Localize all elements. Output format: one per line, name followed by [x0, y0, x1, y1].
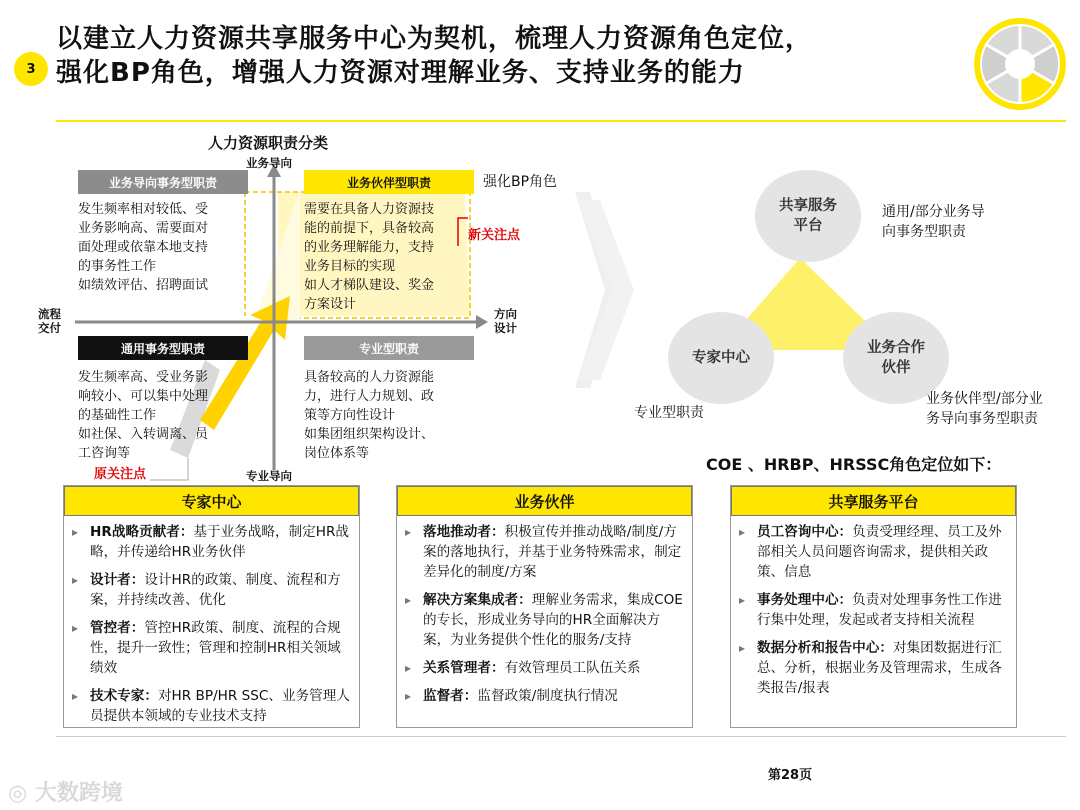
- list-item: ▸ 技术专家：对HR BP/HR SSC、业务管理人员提供本领域的专业技术支持: [72, 686, 353, 726]
- list-item: ▸ 落地推动者：积极宣传并推动战略/制度/方案的落地执行，并基于业务特殊需求，制定差异化的制度/方案: [405, 522, 686, 582]
- list-item: ▸ 监督者：监督政策/制度执行情况: [405, 686, 686, 706]
- matrix-heading: 人力资源职责分类: [208, 134, 329, 152]
- section-number-badge: 3: [14, 52, 48, 86]
- box-title: 共享服务平台: [731, 486, 1016, 516]
- list-item: ▸ 管控者：管控HR政策、制度、流程的合规性，提升一致性；管理和控制HR相关领域绩效: [72, 618, 353, 678]
- shared-service-circle: 共享服务 平台: [755, 170, 861, 262]
- page-number: 第28页: [768, 768, 813, 783]
- list-item: ▸ 关系管理者：有效管理员工队伍关系: [405, 658, 686, 678]
- quadrant-label-business-oriented: 业务导向事务型职责: [78, 170, 248, 194]
- business-partner-description: 业务伙伴型/部分业 务导向事务型职责: [926, 391, 1043, 427]
- list-item: ▸ 数据分析和报告中心：对集团数据进行汇总、分析，根据业务及管理需求，生成各类报告/报表: [739, 638, 1010, 698]
- shared-service-description: 通用/部分业务导 向事务型职责: [882, 204, 985, 240]
- quadrant-label-professional: 专业型职责: [304, 336, 474, 360]
- role-summary-heading: COE 、HRBP、HRSSC角色定位如下：: [706, 455, 1002, 474]
- quadrant-label-general-transactional: 通用事务型职责: [78, 336, 248, 360]
- expert-center-circle: 专家中心: [668, 312, 774, 404]
- business-partner-circle: 业务合作 伙伴: [843, 312, 949, 404]
- axis-top-label: 业务导向: [246, 156, 292, 170]
- business-partner-box: [396, 485, 693, 728]
- list-item: ▸ HR战略贡献者：基于业务战略，制定HR战略，并传递给HR业务伙伴: [72, 522, 353, 562]
- axis-right-label: 方向 设计: [494, 307, 517, 335]
- watermark-icon: ◎: [8, 781, 28, 806]
- strengthen-bp-label: 强化BP角色: [483, 174, 558, 190]
- list-item: ▸ 解决方案集成者：理解业务需求，集成COE的专长，形成业务导向的HR全面解决方案，为业务提供个性化的服务/支持: [405, 590, 686, 650]
- list-item: ▸ 设计者：设计HR的政策、制度、流程和方案，并持续改善、优化: [72, 570, 353, 610]
- list-item: ▸ 事务处理中心：负责对处理事务性工作进行集中处理，发起或者支持相关流程: [739, 590, 1010, 630]
- shared-service-box: [730, 485, 1017, 728]
- expert-center-box: [63, 485, 360, 728]
- title-line-2: 强化BP角色，增强人力资源对理解业务、支持业务的能力: [56, 58, 745, 88]
- expert-center-description: 专业型职责: [634, 405, 704, 421]
- quadrant-text-business-partner: 需要在具备人力资源技 能的前提下，具备较高 的业务理解能力，支持 业务目标的实现 如人才梯队建设、奖金 方案设计: [304, 202, 435, 312]
- watermark-logo: ◎ 大数跨境: [8, 781, 123, 806]
- quadrant-label-business-partner: 业务伙伴型职责: [304, 170, 474, 194]
- box-title: 业务伙伴: [397, 486, 692, 516]
- list-item: ▸ 员工咨询中心：负责受理经理、员工及外部相关人员问题咨询需求，提供相关政策、信息: [739, 522, 1010, 582]
- footer-divider: [56, 736, 1066, 737]
- axis-bottom-label: 专业导向: [246, 469, 292, 483]
- quadrant-text-general-transactional: 发生频率高、受业务影 响较小、可以集中处理 的基础性工作 如社保、入转调离、员 工咨询等: [78, 370, 209, 461]
- box-title: 专家中心: [64, 486, 359, 516]
- axis-left-label: 流程 交付: [38, 307, 61, 335]
- quadrant-text-professional: 具备较高的人力资源能 力，进行人力规划、政 策等方向性设计 如集团组织架构设计、 岗位体系等: [304, 370, 435, 461]
- new-focus-note: 新关注点: [468, 228, 521, 243]
- old-focus-note: 原关注点: [94, 467, 147, 482]
- quadrant-text-business-oriented: 发生频率相对较低、受 业务影响高、需要面对 面处理或依靠本地支持 的事务性工作 如绩效评估、招聘面试: [78, 202, 209, 293]
- title-line-1: 以建立人力资源共享服务中心为契机，梳理人力资源角色定位，: [56, 24, 813, 54]
